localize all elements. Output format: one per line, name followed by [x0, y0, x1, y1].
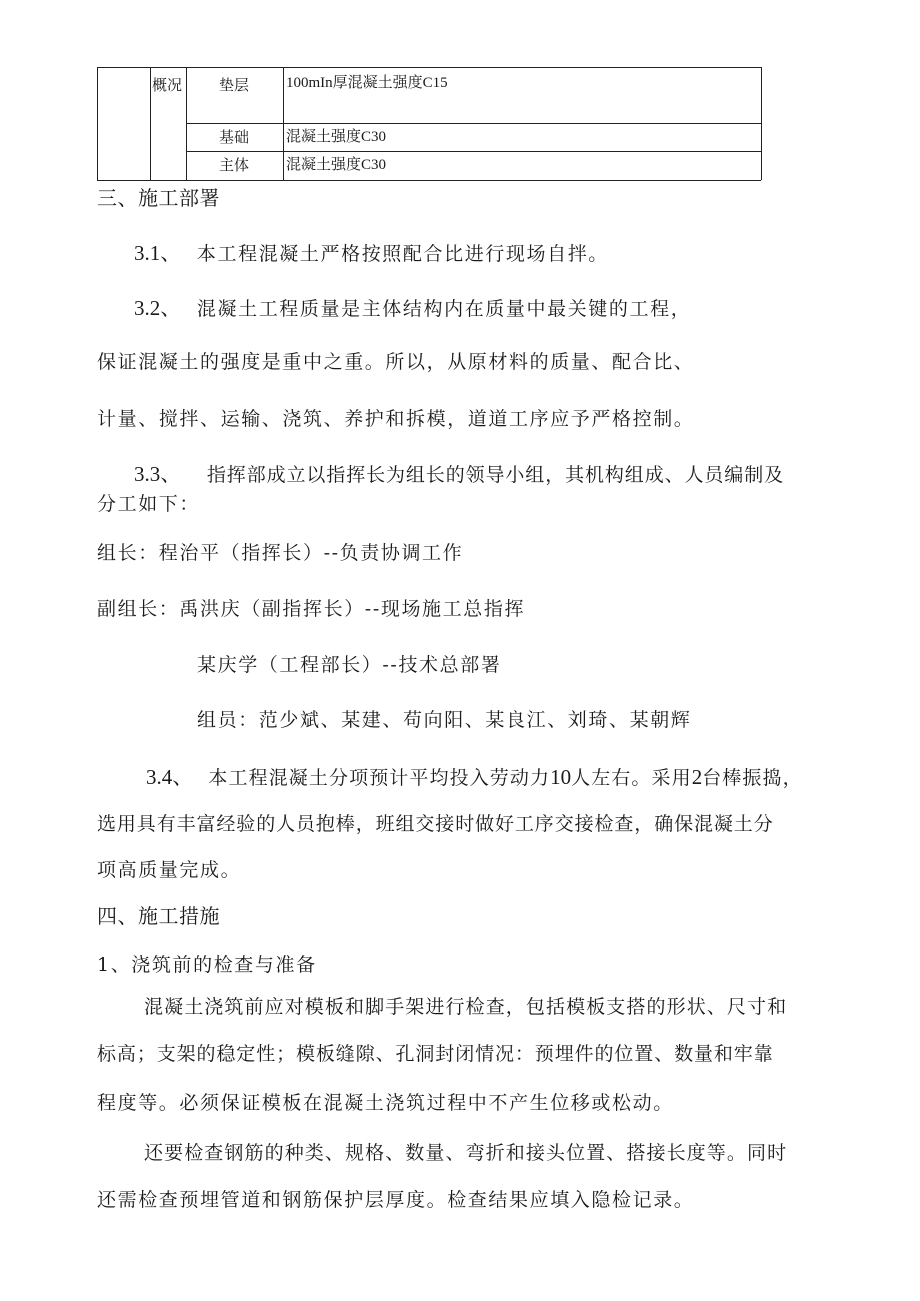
- paragraph-number: 3.3、: [134, 462, 182, 486]
- team-leader: 组长：程治平（指挥长）--负责协调工作: [97, 542, 464, 564]
- paragraph-number: 3.1、: [134, 241, 182, 265]
- subsection-heading: 1、浇筑前的检查与准备: [97, 954, 317, 976]
- paragraph-line: [134, 296, 691, 321]
- table-cell-value: 100mIn厚混凝土强度C15: [286, 75, 448, 91]
- table-row-divider: [186, 123, 761, 124]
- paragraph-line: 保证混凝土的强度是重中之重。所以，从原材料的质量、配合比、: [97, 351, 695, 373]
- paragraph-text: 指挥部成立以指挥长为组长的领导小组，其机构组成、人员编制及: [206, 464, 784, 486]
- paragraph-line: 分工如下：: [97, 493, 201, 515]
- team-members: 组员：范少斌、某建、苟向阳、某良江、刘琦、某朝辉: [197, 709, 692, 731]
- table-border-top: [97, 67, 761, 68]
- paragraph-number: 3.2、: [134, 296, 182, 320]
- labor-count: 10: [550, 765, 572, 789]
- section-heading: 四、施工措施: [97, 904, 220, 928]
- paragraph-line: 还需检查预埋管道和钢筋保护层厚度。检查结果应填入隐检记录。: [97, 1189, 695, 1211]
- team-deputy-2: 某庆学（工程部长）--技术总部署: [197, 654, 502, 676]
- table-border-bottom: [97, 180, 761, 181]
- table-divider: [150, 67, 151, 180]
- vibrator-count: 2: [691, 765, 703, 789]
- paragraph-number: 3.4、: [146, 765, 194, 789]
- table-border-left: [97, 67, 98, 180]
- table-cell-value: 混凝土强度C30: [286, 129, 387, 145]
- paragraph-text: 台棒振捣，: [702, 767, 803, 789]
- team-deputy: 副组长：禹洪庆（副指挥长）--现场施工总指挥: [97, 598, 526, 620]
- paragraph-line: 项高质量完成。: [97, 859, 242, 881]
- overview-table: [97, 67, 761, 180]
- table-border-right: [761, 67, 762, 180]
- paragraph-line: 混凝土浇筑前应对模板和脚手架进行检查，包括模板支搭的形状、尺寸和: [144, 996, 788, 1018]
- table-row-divider: [186, 151, 761, 152]
- table-cell-value: 混凝土强度C30: [286, 157, 387, 173]
- paragraph-line: [134, 462, 784, 487]
- table-cell-item: 基础: [219, 128, 250, 146]
- table-cell-item: 主体: [219, 156, 250, 174]
- paragraph-text: 人左右。采用: [571, 767, 692, 789]
- paragraph-line: 选用具有丰富经验的人员抱棒，班组交接时做好工序交接检查，确保混凝土分: [97, 813, 774, 835]
- paragraph-line: [146, 765, 803, 790]
- section-heading: 三、施工部署: [97, 186, 220, 210]
- paragraph-line: 计量、搅拌、运输、浇筑、养护和拆模，道道工序应予严格控制。: [97, 408, 695, 430]
- table-section-label: 概况: [152, 76, 183, 94]
- paragraph-text: 本工程混凝土严格按照配合比进行现场自拌。: [196, 243, 609, 265]
- paragraph-text: 本工程混凝土分项预计平均投入劳动力: [208, 767, 551, 789]
- paragraph-line: 标高；支架的稳定性；模板缝隙、孔洞封闭情况：预埋件的位置、数量和牢靠: [97, 1043, 774, 1065]
- paragraph-line: 程度等。必须保证模板在混凝土浇筑过程中不产生位移或松动。: [97, 1092, 674, 1114]
- table-cell-item: 垫层: [219, 76, 250, 94]
- paragraph-line: [134, 241, 609, 266]
- paragraph-text: 混凝土工程质量是主体结构内在质量中最关键的工程，: [196, 298, 692, 320]
- paragraph-line: 还要检查钢筋的种类、规格、数量、弯折和接头位置、搭接长度等。同时: [144, 1142, 788, 1164]
